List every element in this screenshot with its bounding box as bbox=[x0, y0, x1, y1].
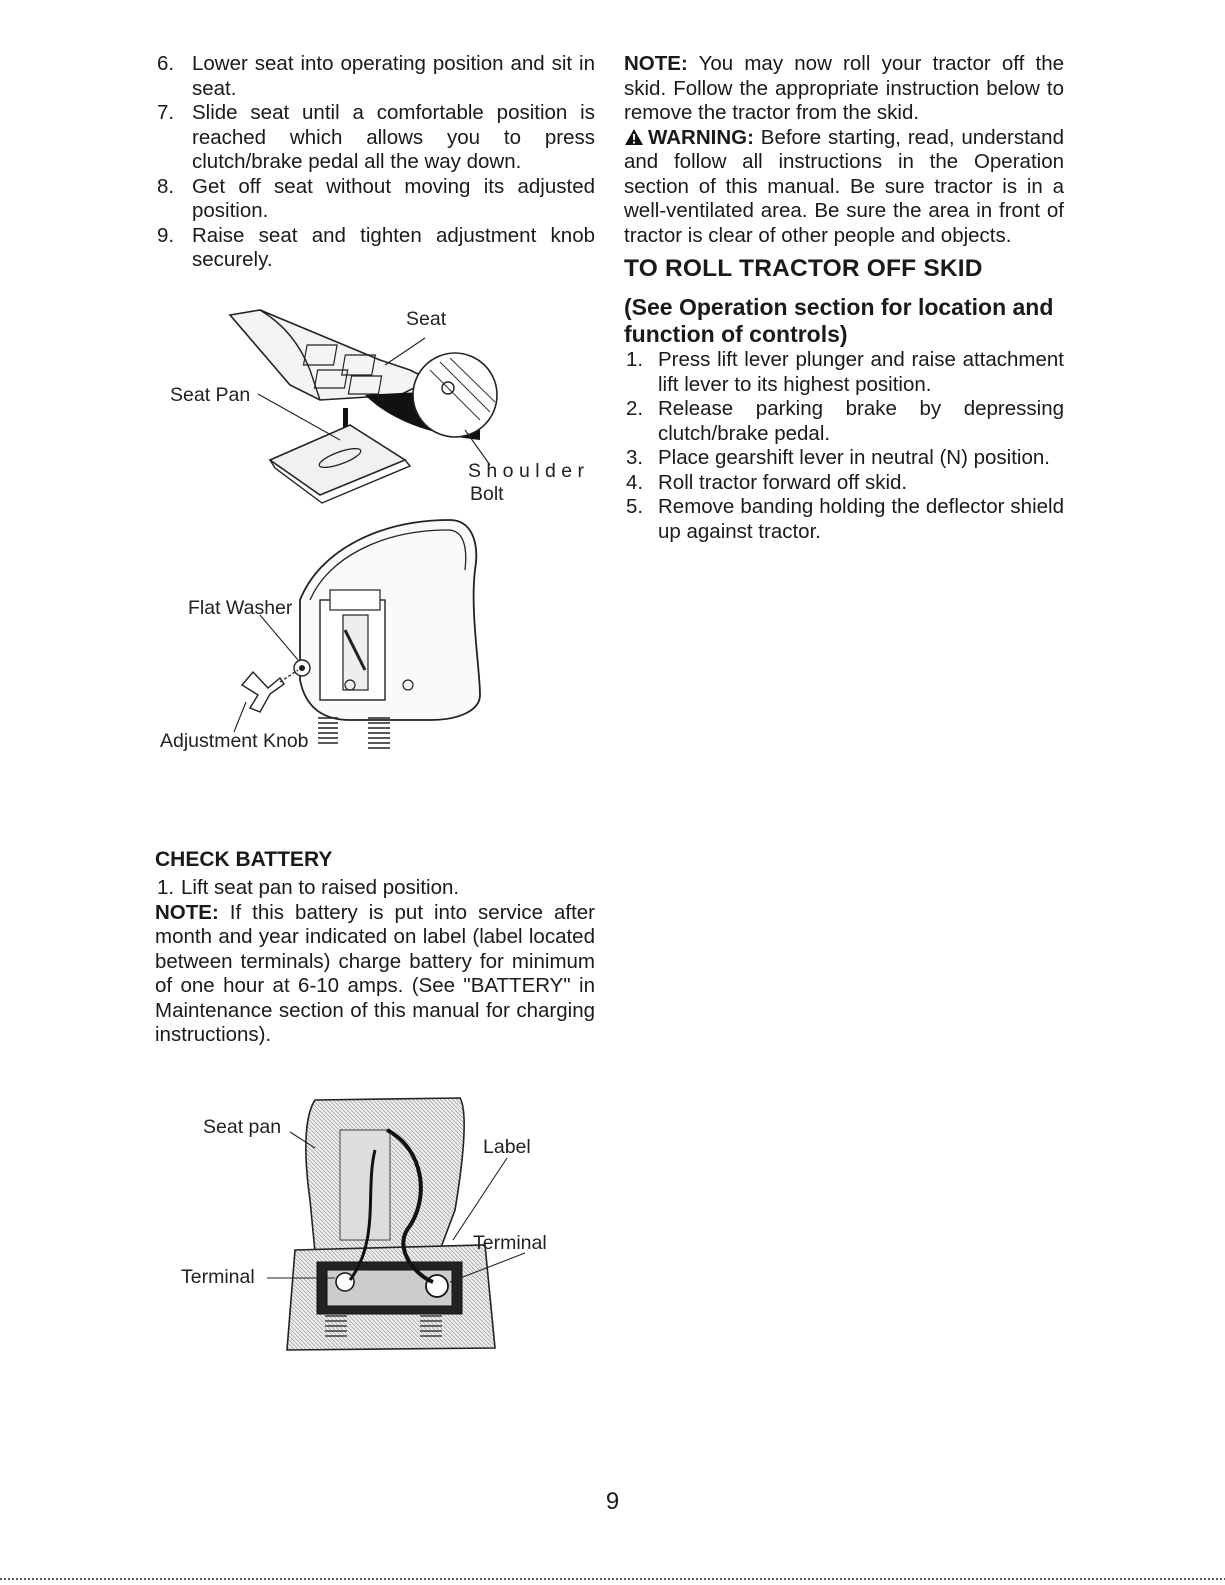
seat-illustration bbox=[150, 300, 610, 770]
list-item: 5. Remove banding holding the deflector shield up against tractor. bbox=[626, 495, 1064, 543]
warning-icon bbox=[624, 128, 644, 146]
check-battery-heading: CHECK BATTERY bbox=[155, 848, 333, 871]
battery-seat-pan-label: Seat pan bbox=[203, 1116, 282, 1138]
page-number: 9 bbox=[605, 1488, 620, 1515]
seat-drawing bbox=[150, 300, 610, 770]
battery-steps-list bbox=[155, 876, 595, 901]
bottom-rule bbox=[0, 1578, 1225, 1580]
seat-adjust-section bbox=[155, 52, 595, 273]
roll-off-skid-section bbox=[624, 52, 1064, 544]
roll-off-skid-heading: TO ROLL TRACTOR OFF SKID bbox=[624, 255, 983, 282]
list-item: 6. Lower seat into operating position and sit in seat. bbox=[157, 52, 595, 100]
skid-steps-list bbox=[624, 348, 1064, 544]
check-battery-section bbox=[155, 876, 595, 1048]
battery-note: NOTE: If this battery is put into service after month and year indicated on label (label located between terminals) charge battery for minimum of one hour at 6-10 amps. (See "BATTERY" in Maintenance section of this manual for charging instructions). bbox=[155, 900, 595, 1046]
adjustment-knob-label: Adjustment Knob bbox=[160, 730, 309, 752]
flat-washer-label: Flat Washer bbox=[188, 597, 293, 619]
list-item: 8. Get off seat without moving its adjusted position. bbox=[157, 174, 595, 222]
list-item: 1. Press lift lever plunger and raise attachment lift lever to its highest position. bbox=[626, 348, 1064, 396]
battery-illustration bbox=[175, 1090, 595, 1360]
terminal-left-label: Terminal bbox=[181, 1266, 255, 1288]
list-item: 2. Release parking brake by depressing clutch/brake pedal. bbox=[626, 397, 1064, 445]
warning-label: WARNING: bbox=[648, 125, 754, 149]
list-item: 7. Slide seat until a comfortable position is reached which allows you to press clutch/brake pedal all the way down. bbox=[157, 101, 595, 173]
list-item: 3. Place gearshift lever in neutral (N) position. bbox=[626, 446, 1050, 469]
bolt-label: Bolt bbox=[470, 483, 504, 505]
operation-subheading: (See Operation section for location and function of controls) bbox=[624, 294, 1054, 347]
shoulder-label: S h o u l d e r bbox=[468, 460, 584, 482]
skid-note: NOTE: You may now roll your tractor off the skid. Follow the appropriate instruction below to remove the tractor from the skid. bbox=[624, 52, 1064, 124]
label-label: Label bbox=[483, 1136, 531, 1158]
terminal-right-label: Terminal bbox=[473, 1232, 547, 1254]
seat-pan-label: Seat Pan bbox=[170, 384, 251, 406]
list-item: 9. Raise seat and tighten adjustment knob securely. bbox=[157, 223, 595, 271]
seat-steps-list bbox=[155, 52, 595, 273]
note-label: NOTE: bbox=[155, 900, 219, 924]
list-item: 4. Roll tractor forward off skid. bbox=[626, 470, 908, 494]
list-item: 1. Lift seat pan to raised position. bbox=[157, 876, 460, 899]
warning-paragraph: WARNING: Before starting, read, understand and follow all instructions in the Operation section of this manual. Be sure tractor is in a well-ventilated area. Be sure the area in front of tractor is clear of other people and objects. bbox=[624, 125, 1064, 247]
note-label: NOTE: bbox=[624, 52, 688, 75]
seat-label: Seat bbox=[406, 308, 447, 330]
